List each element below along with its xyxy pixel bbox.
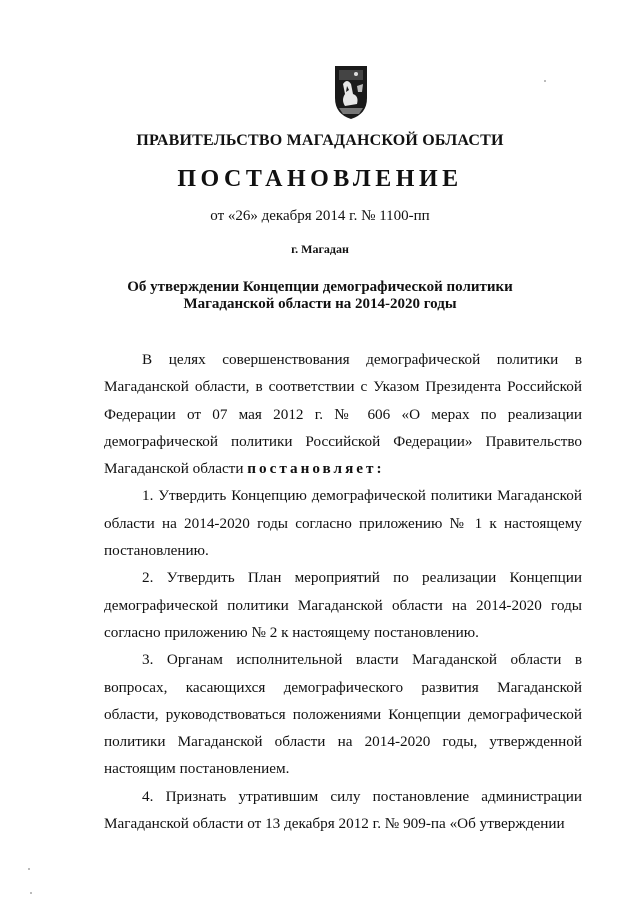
subject-heading: [0, 279, 640, 313]
scan-speck: [544, 80, 546, 82]
city-line: г. Магадан: [291, 242, 349, 256]
item-4-paragraph: 4. Признать утратившим силу постановление администрации Магаданской области от 13 декабря 2012 г. № 909-па «Об утверждении: [104, 787, 582, 833]
item-2-paragraph: 2. Утвердить План мероприятий по реализации Концепции демографической политики Магаданской области на 2014-2020 годы согласно приложению № 2 к настоящему постановлению.: [104, 569, 582, 641]
item-3-paragraph: 3. Органам исполнительной власти Магаданской области в вопросах, касающихся демографического развития Магаданской области, руководствоваться положениями Концепции демографической политики Магаданской области на 2014-2020 годы, утвержденной настоящим постановлением.: [104, 651, 582, 778]
date-number-line: от «26» декабря 2014 г. № 1100-пп: [210, 208, 430, 224]
coat-of-arms-icon: [329, 64, 373, 120]
decides-word: постановляет:: [247, 460, 385, 478]
item-1-paragraph: 1. Утвердить Концепцию демографической политики Магаданской области на 2014-2020 годы согласно приложению № 1 к настоящему постановлению.: [104, 487, 582, 560]
government-title: ПРАВИТЕЛЬСТВО МАГАДАНСКОЙ ОБЛАСТИ: [136, 132, 504, 149]
document-body: [104, 346, 582, 837]
preamble-text: В целях совершенствования демографической политики в Магаданской области, в соответствии с Указом Президента Российской Федерации от 07 мая 2012 г. № 606 «О мерах по реализации демографической политики Российской Федерации» Правительство Магаданской области: [104, 351, 582, 478]
preamble-paragraph: [104, 346, 582, 482]
scan-speck: [30, 892, 32, 894]
document-type-title: ПОСТАНОВЛЕНИЕ: [177, 166, 463, 192]
subject-line-1: Об утверждении Концепции демографической политики: [127, 279, 513, 295]
subject-line-2: Магаданской области на 2014-2020 годы: [183, 296, 457, 312]
scan-speck: [28, 868, 30, 870]
